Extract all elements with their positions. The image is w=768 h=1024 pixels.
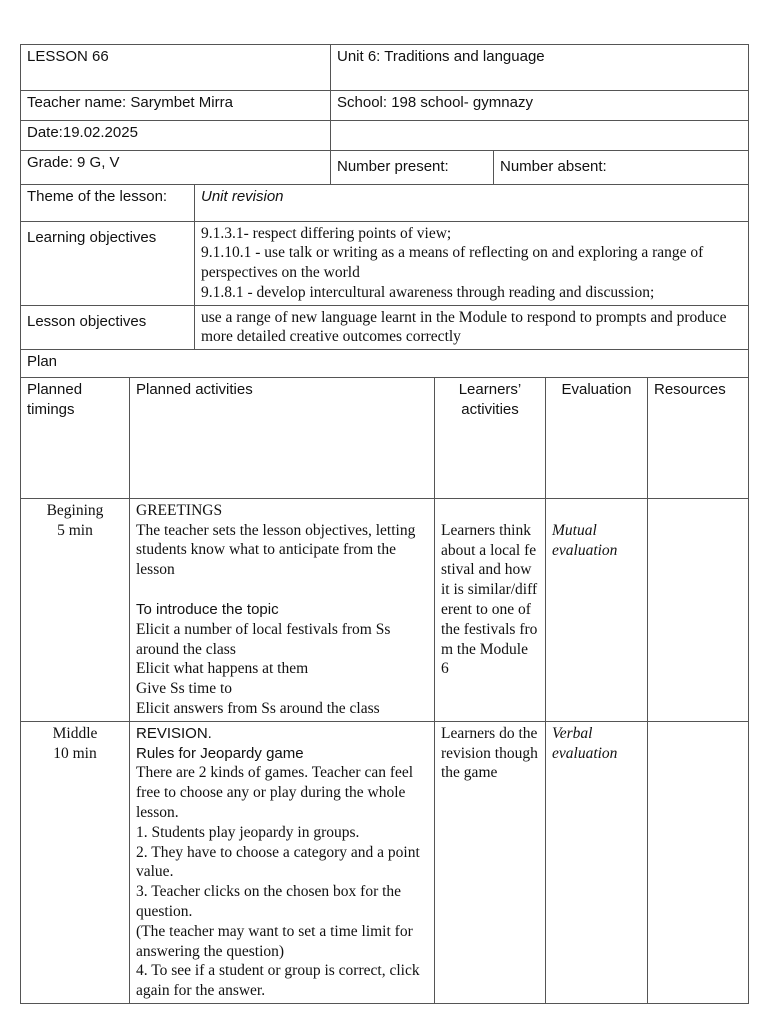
plan-label: Plan bbox=[21, 350, 749, 378]
header-planned-activities: Planned activities bbox=[130, 378, 435, 498]
lesson-objectives-label: Lesson objectives bbox=[21, 305, 195, 350]
activity-intro: The teacher sets the lesson objectives, letting students know what to anticipate from the lesson bbox=[136, 521, 416, 579]
learning-objective-item: 9.1.3.1- respect differing points of view; bbox=[201, 224, 452, 242]
learning-objective-item: 9.1.8.1 - develop intercultural awareness through reading and discussion; bbox=[201, 283, 655, 301]
theme-label: Theme of the lesson: bbox=[21, 185, 195, 221]
activity-line: 1. Students play jeopardy in groups. bbox=[136, 823, 360, 841]
activity-line: 4. To see if a student or group is correct, click again for the answer. bbox=[136, 962, 420, 1000]
objectives-table bbox=[20, 185, 749, 378]
timing-cell bbox=[21, 721, 130, 1003]
stage-duration: 10 min bbox=[53, 744, 97, 762]
stage-name: Middle bbox=[52, 724, 98, 742]
lesson-objectives-value: use a range of new language learnt in the Module to respond to prompts and produce more detailed creative outcomes correctly bbox=[195, 305, 749, 350]
activity-line: Elicit what happens at them bbox=[136, 660, 309, 678]
activity-subtitle: Rules for Jeopardy game bbox=[136, 744, 304, 762]
learners-activities-cell: Learners think about a local festival and how it is similar/different to one of the festivals from the Module 6 bbox=[435, 498, 546, 721]
stage-duration: 5 min bbox=[57, 521, 93, 539]
header-learners-activities: Learners’ activities bbox=[435, 378, 546, 498]
plan-table bbox=[20, 378, 749, 1004]
activities-cell bbox=[130, 721, 435, 1003]
number-absent: Number absent: bbox=[494, 151, 749, 185]
lesson-number: LESSON 66 bbox=[21, 45, 331, 91]
activity-title: GREETINGS bbox=[136, 501, 223, 519]
plan-row-middle bbox=[21, 721, 749, 1003]
lesson-date: Date:19.02.2025 bbox=[21, 121, 331, 151]
activity-line: There are 2 kinds of games. Teacher can feel free to choose any or play during the whole lesson. bbox=[136, 764, 414, 821]
header-planned-timings: Planned timings bbox=[21, 378, 130, 498]
grade: Grade: 9 G, V bbox=[21, 151, 331, 185]
activity-line: 2. They have to choose a category and a point value. bbox=[136, 843, 420, 881]
teacher-name: Teacher name: Sarymbet Mirra bbox=[21, 91, 331, 121]
number-present: Number present: bbox=[331, 151, 494, 185]
header-evaluation: Evaluation bbox=[546, 378, 648, 498]
evaluation-cell: Mutual evaluation bbox=[546, 498, 648, 721]
header-resources: Resources bbox=[648, 378, 749, 498]
timing-cell bbox=[21, 498, 130, 721]
learning-objectives-list bbox=[195, 221, 749, 305]
activity-line: Give Ss time to bbox=[136, 680, 233, 698]
lesson-header-table bbox=[20, 44, 749, 185]
school-name: School: 198 school- gymnazy bbox=[331, 91, 749, 121]
learners-activities-cell: Learners do the revision though the game bbox=[435, 721, 546, 1003]
plan-row-beginning bbox=[21, 498, 749, 721]
theme-value: Unit revision bbox=[195, 185, 749, 221]
activity-line: Elicit a number of local festivals from Ss around the class bbox=[136, 620, 391, 658]
learning-objective-item: 9.1.10.1 - use talk or writing as a means of reflecting on and exploring a range of perspectives on the world bbox=[201, 244, 704, 282]
activity-line: Elicit answers from Ss around the class bbox=[136, 699, 380, 717]
resources-cell bbox=[648, 721, 749, 1003]
activity-title: REVISION. bbox=[136, 724, 212, 742]
unit-title: Unit 6: Traditions and language bbox=[331, 45, 749, 91]
activities-cell bbox=[130, 498, 435, 721]
evaluation-cell: Verbal evaluation bbox=[546, 721, 648, 1003]
lesson-plan-document bbox=[20, 44, 748, 1004]
activity-subtitle: To introduce the topic bbox=[136, 600, 279, 618]
empty-cell bbox=[331, 121, 749, 151]
learning-objectives-label: Learning objectives bbox=[21, 221, 195, 305]
stage-name: Begining bbox=[46, 501, 104, 519]
activity-line: (The teacher may want to set a time limit for answering the question) bbox=[136, 922, 413, 960]
resources-cell bbox=[648, 498, 749, 721]
activity-line: 3. Teacher clicks on the chosen box for the question. bbox=[136, 883, 402, 920]
